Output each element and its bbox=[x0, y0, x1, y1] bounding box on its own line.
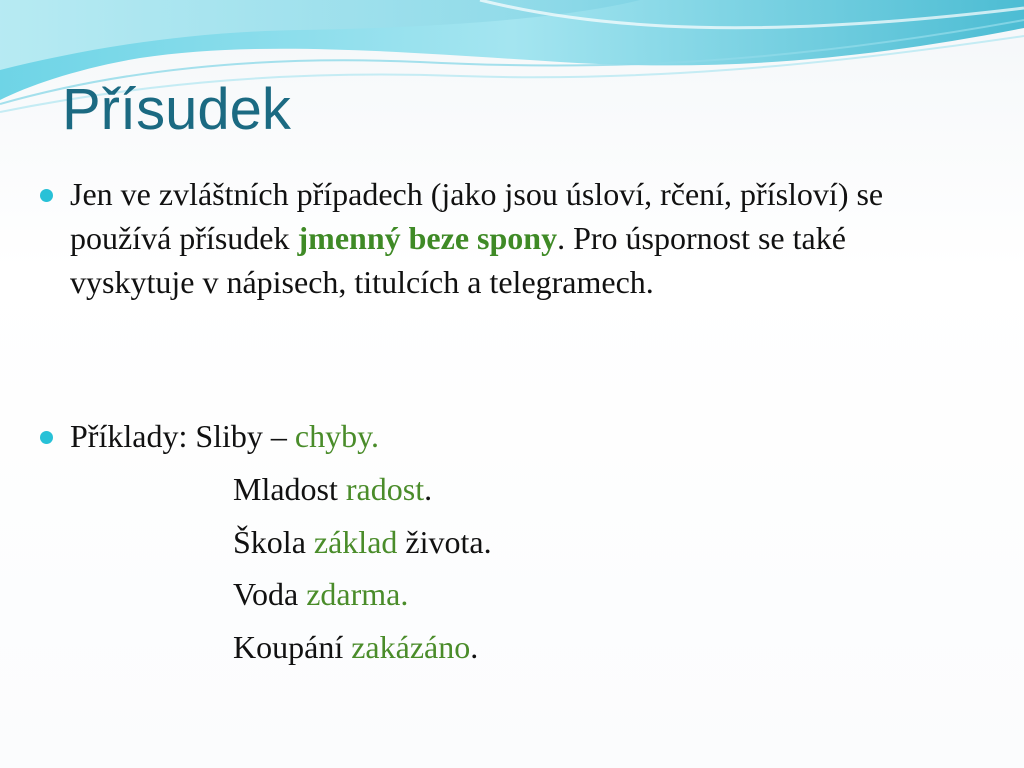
bullet-text-block bbox=[70, 172, 920, 304]
examples-label: Příklady: Sliby – bbox=[70, 418, 295, 454]
example-before: Voda bbox=[233, 576, 307, 612]
example-before: Koupání bbox=[233, 629, 352, 665]
bullet-dot-icon bbox=[40, 189, 53, 202]
example-after: života. bbox=[397, 524, 492, 560]
bullet-text-part1: Jen ve zvláštních případech (jako jsou úsloví, rčení, přísloví) se používá přísudek bbox=[70, 176, 884, 256]
example-after: . bbox=[470, 629, 479, 665]
example-before: Mladost bbox=[233, 471, 346, 507]
example-highlight: zdarma. bbox=[306, 576, 409, 612]
example-before: Škola bbox=[233, 524, 314, 560]
example-highlight: radost bbox=[345, 471, 425, 507]
example-highlight: zakázáno bbox=[351, 629, 471, 665]
emphasis-text: jmenný beze spony bbox=[297, 220, 558, 256]
bullet-examples bbox=[40, 414, 379, 458]
examples-highlight: chyby. bbox=[294, 418, 380, 454]
bullet-text-part2: . Pro úspornost se také vyskytuje v nápisech, titulcích a telegramech. bbox=[70, 220, 846, 300]
bullet-paragraph bbox=[40, 172, 920, 304]
example-line bbox=[233, 520, 492, 564]
slide-title: Přísudek bbox=[62, 77, 291, 142]
examples-heading bbox=[70, 414, 379, 458]
example-line bbox=[233, 625, 478, 669]
example-after: . bbox=[424, 471, 433, 507]
example-line bbox=[233, 572, 408, 616]
example-highlight: základ bbox=[313, 524, 398, 560]
example-line bbox=[233, 467, 432, 511]
bullet-dot-icon bbox=[40, 431, 53, 444]
